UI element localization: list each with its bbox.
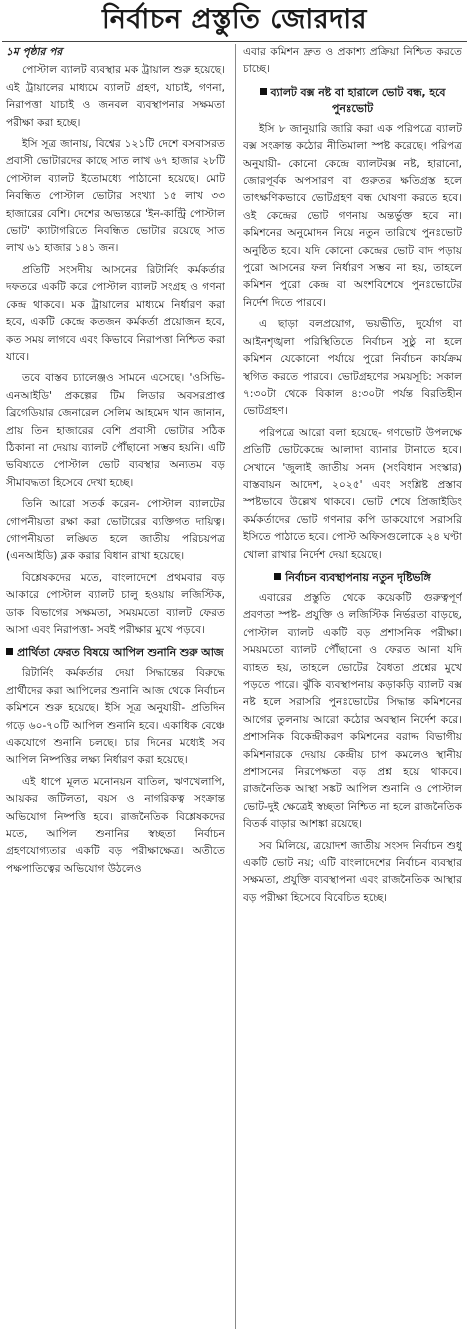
jump-label: ১ম পৃষ্ঠার পর xyxy=(6,46,63,58)
right-column xyxy=(243,44,462,1329)
subhead-ballot-box-text: ব্যালট বক্স নষ্ট বা হারালে ভোট বন্ধ, হবে পুনঃভোট xyxy=(270,85,446,115)
subhead-appeal xyxy=(6,645,225,661)
headline: নির্বাচন প্রস্তুতি জোরদার xyxy=(102,4,367,35)
paragraph: এবারের প্রস্তুতি থেকে কয়েকটি গুরুত্বপূর্ণ প্রবণতা স্পষ্ট- প্রযুক্তি ও লজিস্টিক নির্ভরতা বাড়ছে, পোস্টাল ব্যালট একটি বড় প্রশাসনিক পরীক্ষা। সময়মতো ব্যালট পৌঁছানো ও ফেরত আনা যদি ব্যাহত হয়, তাহলে ভোটের বৈধতা প্রশ্নের মুখে পড়তে পারে। ঝুঁকি ব্যবস্থাপনায় কড়াকড়ি ব্যালট বক্স নষ্ট হলে সরাসরি পুনঃভোটের সিদ্ধান্ত কমিশনের আগের তুলনায় আরো কঠোর অবস্থান নির্দেশ করে। প্রশাসনিক বিকেন্দ্রীকরণ কমিশনের বরাদ্দ বিভাগীয় কমিশনারকে দেয়ায় কেন্দ্রীয় চাপ কমলেও স্থানীয় প্রশাসনের নিরপেক্ষতা বড় প্রশ্ন হয়ে থাকবে। রাজনৈতিক আস্থা সঙ্কট আপিল শুনানি ও পোস্টাল ভোট-দুই ক্ষেত্রেই স্বচ্ছতা নিশ্চিত না হলে রাজনৈতিক বিতর্ক বাড়ার আশঙ্কা রয়েছে। xyxy=(243,591,462,831)
paragraph: এই ধাপে মূলত মনোনয়ন বাতিল, ঋণখেলাপি, আয়কর জটিলতা, বয়স ও নাগরিকত্ব সংক্রান্ত অভিযোগ নিষ্পত্তি হবে। রাজনৈতিক বিশ্লেষকদের মতে, আপিল শুনানির স্বচ্ছতা নির্বাচন গ্রহণযোগ্যতার একটি বড় পরীক্ষাক্ষেত্র। অতীতে পক্ষপাতিত্বের অভিযোগ উঠলেও xyxy=(6,775,225,875)
paragraph: তিনি আরো সতর্ক করেন- পোস্টাল ব্যালটের গোপনীয়তা রক্ষা করা ভোটারের ব্যক্তিগত দায়িত্ব। গোপনীয়তা লঙ্ঘিত হলে জাতীয় পরিচয়পত্র (এনআইডি) ব্লক করার বিধান রাখা হয়েছে। xyxy=(6,498,225,563)
paragraph: এবার কমিশন দ্রুত ও প্রকাশ্য প্রক্রিয়া নিশ্চিত করতে চাচ্ছে। xyxy=(243,46,462,76)
square-bullet-icon xyxy=(274,573,281,580)
paragraph: পরিপত্রে আরো বলা হয়েছে- গণভোট উপলক্ষে প্রতিটি ভোটকেন্দ্রে আলাদা ব্যানার টানাতে হবে। সেখানে 'জুলাই জাতীয় সনদ (সংবিধান সংস্কার) বাস্তবায়ন আদেশ, ২০২৫' এবং সংশ্লিষ্ট প্রস্তাব স্পষ্টভাবে উল্লেখ থাকবে। ভোট শেষে প্রিজাইডিং কর্মকর্তাদের ভোট গণনার কপি ডাকযোগে সরাসরি ইসিতে পাঠাতে হবে। পোস্ট অফিসগুলোকে ২৪ ঘণ্টা খোলা রাখার নির্দেশ দেয়া হয়েছে। xyxy=(243,426,462,561)
paragraph: সব মিলিয়ে, ত্রয়োদশ জাতীয় সংসদ নির্বাচন শুধু একটি ভোট নয়; এটি বাংলাদেশের নির্বাচন ব্যবস্থার সক্ষমতা, প্রযুক্তি ব্যবস্থাপনা এবং রাজনৈতিক আস্থার বড় পরীক্ষা হিসেবে বিবেচিত হচ্ছে। xyxy=(243,839,462,904)
paragraph: প্রতিটি সংসদীয় আসনের রিটার্নিং কর্মকর্তার দফতরে একটি করে পোস্টাল ব্যালট সংগ্রহ ও গণনা কেন্দ্র থাকবে। মক ট্রায়ালের মাধ্যমে নির্ধারণ করা হবে, একটি কেন্দ্রে কতজন কর্মকর্তা প্রয়োজন হবে, কত সময় লাগবে এবং কিভাবে নিরাপত্তা নিশ্চিত করা যাবে। xyxy=(6,263,225,363)
column-divider xyxy=(235,44,236,1329)
square-bullet-icon xyxy=(260,88,267,95)
square-bullet-icon xyxy=(6,648,13,655)
paragraph: পোস্টাল ব্যালট ব্যবস্থার মক ট্রায়াল শুরু হয়েছে। এই ট্রায়ালের মাধ্যমে ব্যালট গ্রহণ, যাচাই, গণনা, নিরাপত্তা যাচাই ও জনবল ব্যবস্থাপনার সক্ষমতা পরীক্ষা করা হচ্ছে। xyxy=(6,64,225,129)
paragraph: এ ছাড়া বলপ্রয়োগ, ভয়ভীতি, দুর্যোগ বা আইনশৃঙ্খলা পরিস্থিতিতে নির্বাচন সুষ্ঠু না হলে কমিশন যেকোনো পর্যায়ে পুরো নির্বাচন কার্যক্রম স্থগিত করতে পারবে। ভোটগ্রহণের সময়সূচি: সকাল ৭:৩০টা থেকে বিকাল ৪:৩০টা পর্যন্ত বিরতিহীন ভোটগ্রহণ। xyxy=(243,318,462,418)
subhead-ballot-box xyxy=(243,85,462,117)
subhead-new-outlook-text: নির্বাচন ব্যবস্থাপনায় নতুন দৃষ্টিভঙ্গি xyxy=(285,570,431,584)
paragraph: ইসি ৮ জানুয়ারি জারি করা এক পরিপত্রে ব্যালট বক্স সংক্রান্ত কঠোর নীতিমালা স্পষ্ট করেছে। পরিপত্র অনুযায়ী- কোনো কেন্দ্রে ব্যালটবক্স নষ্ট, হারানো, জোরপূর্বক অপসারণ বা গুরুতর ক্ষতিগ্রস্ত হলে তাৎক্ষণিকভাবে ভোটগ্রহণ বন্ধ ঘোষণা করতে হবে। ওই কেন্দ্রের ভোট গণনায় অন্তর্ভুক্ত হবে না। কমিশনের অনুমোদন নিয়ে নতুন তারিখে পুনঃভোট অনুষ্ঠিত হবে। যদি কোনো কেন্দ্রের ভোট বাদ পড়ায় পুরো আসনের ফল নির্ধারণ সম্ভব না হয়, তাহলে কমিশন পুরো কেন্দ্র বা অংশবিশেষে পুনঃভোটের নির্দেশ দিতে পারবে। xyxy=(243,122,462,309)
subhead-appeal-text: প্রার্থিতা ফেরত বিষয়ে আপিল শুনানি শুরু আজ xyxy=(17,646,224,660)
paragraph: তবে বাস্তব চ্যালেঞ্জও সামনে এসেছে। 'ওসিভি-এনআইডি' প্রকল্পের টিম লিডার অবসরপ্রাপ্ত ব্রিগেডিয়ার জেনারেল সেলিম আহমেদ খান জানান, প্রায় তিন হাজারের বেশি প্রবাসী ভোটার সঠিক ঠিকানা না দেয়ায় ব্যালট পৌঁছানো সম্ভব হয়নি। এটি ভবিষ্যতে পোস্টাল ভোট ব্যবস্থার অন্যতম বড় সীমাবদ্ধতা হিসেবে দেখা হচ্ছে। xyxy=(6,372,225,489)
left-column xyxy=(6,44,225,1329)
headline-rule xyxy=(2,41,467,42)
subhead-new-outlook xyxy=(243,570,462,586)
paragraph: রিটার্নিং কর্মকর্তার দেয়া সিদ্ধান্তের বিরুদ্ধে প্রার্থীদের করা আপিলের শুনানি আজ থেকে নির্বাচন কমিশনে শুরু হয়েছে। ইসি সূত্র অনুযায়ী- প্রতিদিন গড়ে ৬০-৭০টি আপিল শুনানি হবে। একাধিক বেঞ্চে একযোগে শুনানি চলছে। চার দিনের মধ্যেই সব আপিল নিষ্পত্তির লক্ষ্য নির্ধারণ করা হয়েছে। xyxy=(6,667,225,767)
paragraph: বিশ্লেষকদের মতে, বাংলাদেশে প্রথমবার বড় আকারে পোস্টাল ব্যালট চালু হওয়ায় লজিস্টিক, ডাক বিভাগের সক্ষমতা, সময়মতো ব্যালট ফেরত আসা এবং নিরাপত্তা- সবই পরীক্ষার মুখে পড়বে। xyxy=(6,571,225,636)
paragraph: ইসি সূত্র জানায়, বিশ্বের ১২১টি দেশে বসবাসরত প্রবাসী ভোটারদের কাছে সাত লাখ ৬৭ হাজার ২৮টি পোস্টাল ব্যালট ইতোমধ্যে পাঠানো হয়েছে। মোট নিবন্ধিত পোস্টাল ভোটার সংখ্যা ১৫ লাখ ৩৩ হাজারের বেশি। দেশের অভ্যন্তরে 'ইন-কান্ট্রি পোস্টাল ভোট' ক্যাটাগরিতে নিবন্ধিত ভোটার রয়েছে সাত লাখ ৬১ হাজার ১৪১ জন। xyxy=(6,138,225,255)
